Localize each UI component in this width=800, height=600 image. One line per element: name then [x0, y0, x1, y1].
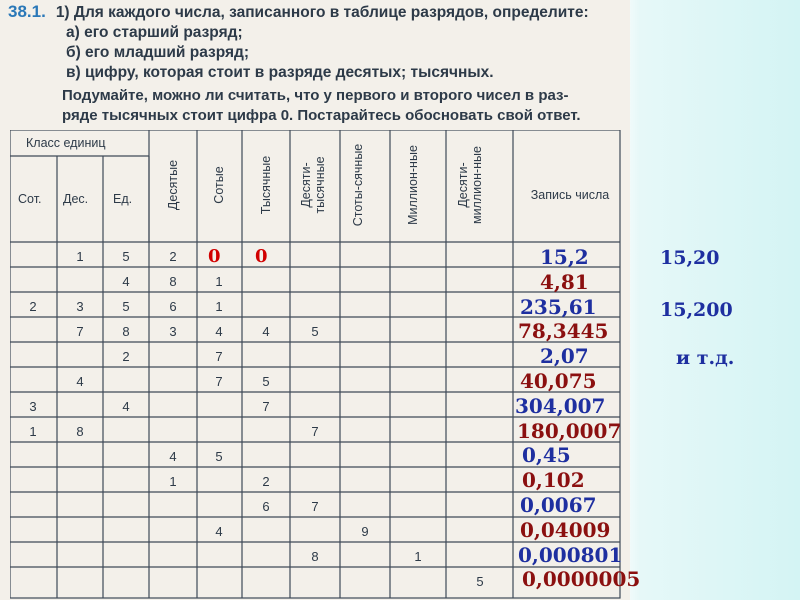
table-cell: 7	[215, 349, 223, 364]
col-header-sot: Сот.	[18, 192, 42, 206]
table-cell: 1	[215, 299, 223, 314]
table-cell: 7	[262, 399, 270, 414]
table-cell: 4	[215, 524, 223, 539]
answer-8: 180,0007	[517, 418, 622, 443]
col-header-hundred-thousandths	[351, 140, 365, 230]
task-note	[62, 86, 622, 126]
table-cell: 7	[215, 374, 223, 389]
table-cell: 2	[122, 349, 130, 364]
note-line-1: Подумайте, можно ли считать, что у первого и второго чисел в раз-	[62, 87, 569, 104]
answer-7: 304,007	[515, 393, 606, 418]
answer-10: 0,102	[522, 468, 585, 493]
answer-13: 0,000801	[518, 542, 623, 567]
table-cell: 1	[169, 474, 177, 489]
col-header-ten-millionths	[456, 140, 484, 230]
side-note-1: 15,20	[660, 247, 720, 269]
table-cell: 4	[262, 324, 270, 339]
table-cell: 5	[311, 324, 319, 339]
table-cell: 2	[29, 299, 37, 314]
added-zero-hundredths: 0	[208, 246, 221, 267]
table-cell: 4	[122, 399, 130, 414]
answer-3: 235,61	[520, 294, 597, 319]
added-zero-thousandths: 0	[255, 246, 268, 267]
table-cell: 4	[76, 374, 84, 389]
table-cell: 5	[122, 249, 130, 264]
table-cell: 8	[169, 274, 177, 289]
table-cell: 5	[215, 449, 223, 464]
task-line-2: а) его старший разряд;	[66, 24, 243, 41]
table-cell: 1	[29, 424, 37, 439]
col-header-tenths: Десятые	[166, 159, 180, 211]
note-line-2: ряде тысячных стоит цифра 0. Постарайтесь обосновать свой ответ.	[62, 107, 581, 124]
col-header-millionths	[406, 140, 420, 230]
table-cell: 7	[76, 324, 84, 339]
answer-4: 78,3445	[518, 319, 609, 344]
table-cell: 4	[215, 324, 223, 339]
table-cell: 5	[476, 574, 484, 589]
task-line-3: б) его младший разряд;	[66, 44, 250, 61]
table-cell: 2	[262, 474, 270, 489]
table-cell: 1	[414, 549, 422, 564]
table-cell: 7	[311, 499, 319, 514]
col-header-hundred-thousandths-text: Стоты-сячные	[351, 143, 365, 227]
answer-14: 0,0000005	[522, 567, 641, 592]
answer-9: 0,45	[522, 443, 571, 468]
table-cell: 5	[122, 299, 130, 314]
class-units-header: Класс единиц	[26, 136, 106, 150]
side-note-2: 15,200	[660, 299, 733, 321]
answer-6: 40,075	[520, 369, 597, 393]
table-cell: 3	[169, 324, 177, 339]
col-header-record: Запись числа	[530, 188, 610, 202]
table-cell: 9	[361, 524, 369, 539]
table-cell: 6	[262, 499, 270, 514]
table-cell: 7	[311, 424, 319, 439]
col-header-millionths-text: Миллион-ные	[406, 145, 420, 225]
side-note-3: и т.д.	[676, 347, 735, 369]
answer-2: 4,81	[540, 269, 589, 294]
answer-1: 15,2	[540, 245, 589, 269]
table-cell: 8	[311, 549, 319, 564]
answer-11: 0,0067	[520, 493, 597, 517]
answer-5: 2,07	[540, 344, 589, 369]
table-cell: 1	[76, 249, 84, 264]
task-number: 38.1.	[8, 2, 46, 21]
col-header-hundredths: Сотые	[212, 166, 226, 204]
table-cell: 1	[215, 274, 223, 289]
table-cell: 8	[76, 424, 84, 439]
table-cell: 4	[122, 274, 130, 289]
col-header-ten-millionths-text: Десяти-миллион-ные	[456, 146, 484, 225]
table-cell: 3	[29, 399, 37, 414]
table-cell: 5	[262, 374, 270, 389]
col-header-ten-thousandths-text: Десяти-тысячные	[299, 156, 327, 214]
task-statement	[8, 2, 620, 83]
table-cell: 2	[169, 249, 177, 264]
answer-12: 0,04009	[520, 517, 611, 542]
col-header-ten-thousandths	[299, 140, 327, 230]
table-cell: 4	[169, 449, 177, 464]
table-cell: 6	[169, 299, 177, 314]
task-line-4: в) цифру, которая стоит в разряде десятых; тысячных.	[66, 64, 494, 81]
table-cell: 3	[76, 299, 84, 314]
table-cell: 8	[122, 324, 130, 339]
col-header-thousandths: Тысячные	[259, 155, 273, 215]
col-header-des: Дес.	[63, 192, 89, 206]
task-line-1: 1) Для каждого числа, записанного в таблице разрядов, определите:	[55, 4, 589, 21]
col-header-ed: Ед.	[113, 192, 133, 206]
